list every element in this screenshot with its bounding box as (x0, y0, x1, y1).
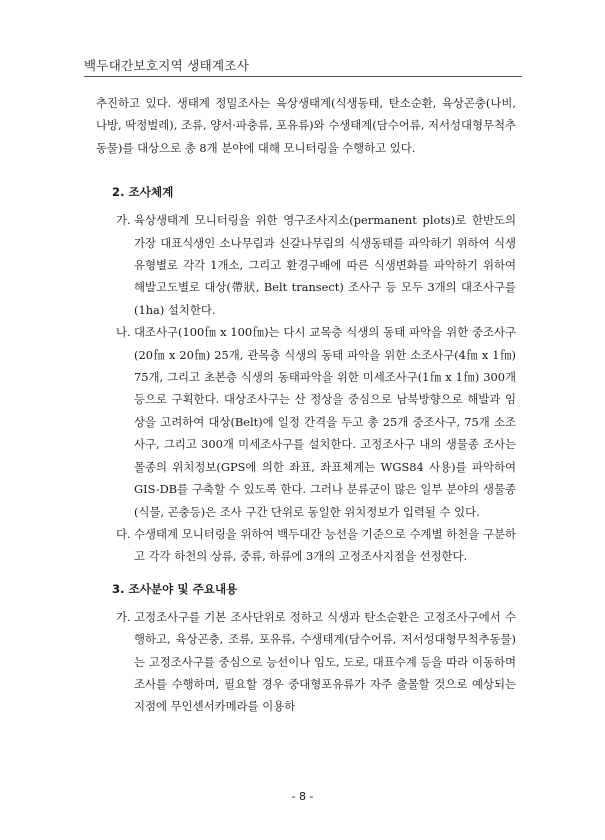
item-marker: 가. (116, 213, 131, 228)
page-body (96, 92, 516, 718)
intro-paragraph: 추진하고 있다. 생태계 정밀조사는 육상생태계(식생동태, 탄소순환, 육상곤충(나비, 나방, 딱정벌레), 조류, 양서·파충류, 포유류)와 수생태계(담수어류, 저서성대형무척추동물)를 대상으로 총 8개 분야에 대해 모니터링을 수행하고 있다. (96, 96, 516, 155)
item-marker: 가. (116, 609, 131, 624)
item-marker: 다. (116, 526, 131, 541)
item-text: 고정조사구를 기본 조사단위로 정하고 식생과 탄소순환은 고정조사구에서 수행하고, 육상곤충, 조류, 포유류, 수생태계(담수어류, 저서성대형무척추동물)는 고정조사구를 중심으로 능선이나 임도, 도로, 대표수계 등을 따라 이동하며 조사를 수행하며, 필요할 경우 중대형포유류가 자주 출몰할 것으로 예상되는 지점에 무인센서카메라를 이용하 (134, 609, 516, 714)
list-item (96, 523, 516, 568)
section-2-list (96, 209, 516, 568)
list-item (96, 209, 516, 321)
section-3-list (96, 606, 516, 718)
running-header: 백두대간보호지역 생태계조사 (84, 58, 250, 73)
section-3-heading: 3. 조사분야 및 주요내용 (112, 581, 238, 596)
item-text: 대조사구(100㎙ x 100㎙)는 다시 교목층 식생의 동태 파악을 위한 중조사구(20㎙ x 20㎙) 25개, 관목층 식생의 동태 파악을 위한 소조사구(4㎙ x 1㎙) 75개, 그리고 초본층 식생의 동태파악을 위한 미세조사구(1㎙ x 1㎙) 300개 등으로 구획한다. 대상조사구는 산 정상을 중심으로 남북방향으로 해발과 임상을 고려하여 대상(Belt)에 일정 간격을 두고 총 25개 중조사구, 75개 소조사구, 그리고 300개 미세조사구를 설치한다. 고정조사구 내의 생물종 조사는 몰종의 위치정보(GPS에 의한 좌표, 좌표체계는 WGS84 사용)를 파악하여 GIS-DB를 구축할 수 있도록 한다. 그러나 분류군이 많은 일부 분야의 생물종(식물, 곤충등)은 조사 구간 단위로 동일한 위치정보가 입력될 수 있다. (134, 325, 516, 519)
list-item (96, 321, 516, 523)
item-text: 수생태계 모니터링을 위하여 백두대간 능선을 기준으로 수계별 하천을 구분하고 각각 하천의 상류, 중류, 하류에 3개의 고정조사지점을 선정한다. (134, 526, 516, 564)
page-number: - 8 - (291, 790, 314, 803)
item-marker: 나. (116, 325, 131, 340)
item-text: 육상생태계 모니터링을 위한 영구조사지소(permanent plots)로 한반도의 가장 대표식생인 소나무림과 신갈나무림의 식생동태를 파악하기 위하여 식생유형별로 각각 1개소, 그리고 환경구배에 따른 식생변화를 파악하기 위하여 해발고도별로 대상(帶狀, Belt transect) 조사구 등 모두 3개의 대조사구를(1ha) 설치한다. (134, 213, 516, 317)
list-item (96, 606, 516, 718)
header-rule (84, 76, 522, 77)
section-2-heading: 2. 조사체계 (112, 185, 174, 200)
